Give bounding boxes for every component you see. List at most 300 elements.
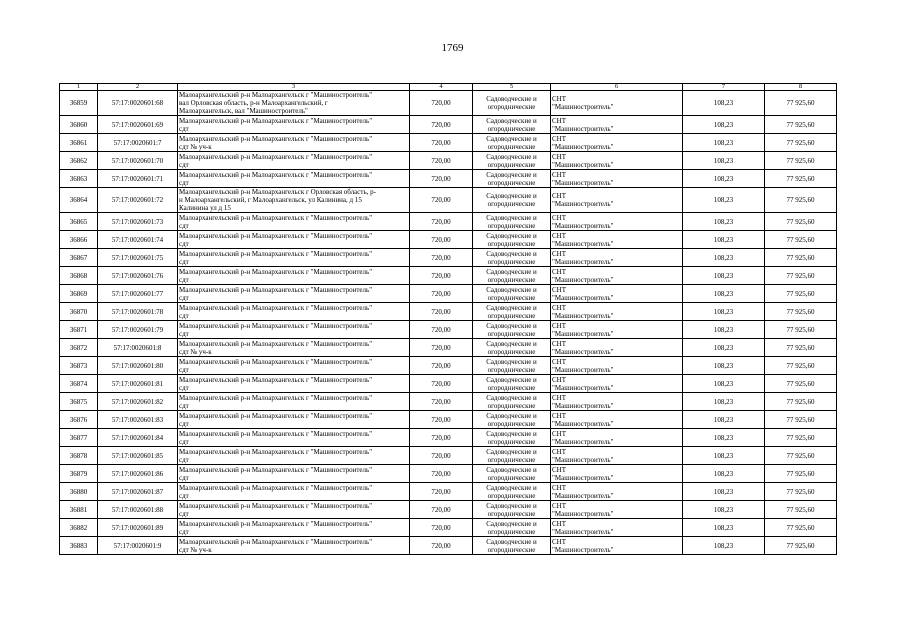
cadastral-value-cell bbox=[765, 465, 837, 483]
cadastral-value-cell bbox=[765, 339, 837, 357]
parcel-area-cell bbox=[410, 339, 473, 357]
cadastral-number: 57:17:0020601:89 bbox=[111, 523, 164, 532]
land-use-category-cell bbox=[473, 188, 551, 213]
table-row bbox=[60, 321, 837, 339]
parcel-owner-cell bbox=[551, 231, 683, 249]
land-use-category: Садоводческие и огороднические bbox=[486, 249, 537, 266]
parcel-area-cell bbox=[410, 152, 473, 170]
parcel-address: Малоархангельский р-н Малоархангельск г "Машиностроитель" сдт № уч-к bbox=[179, 537, 373, 554]
parcel-owner: СНТ "Машиностроитель" bbox=[552, 465, 614, 482]
parcel-area-cell bbox=[410, 537, 473, 555]
specific-value: 108,23 bbox=[713, 541, 734, 550]
land-use-category: Садоводческие и огороднические bbox=[486, 170, 537, 187]
cadastral-value: 77 925,60 bbox=[786, 397, 815, 406]
specific-value: 108,23 bbox=[713, 156, 734, 165]
parcel-number: 36871 bbox=[69, 325, 88, 334]
parcel-address: Малоархангельский р-н Малоархангельск г "Машиностроитель" сдт bbox=[179, 465, 373, 482]
cadastral-number: 57:17:0020601:69 bbox=[111, 120, 164, 129]
parcel-address-cell bbox=[178, 267, 410, 285]
land-use-category: Садоводческие и огороднические bbox=[486, 375, 537, 392]
cadastral-number-cell bbox=[98, 285, 178, 303]
parcel-number-cell bbox=[60, 321, 98, 339]
parcel-owner: СНТ "Машиностроитель" bbox=[552, 501, 614, 518]
table-row bbox=[60, 188, 837, 213]
parcel-number-cell bbox=[60, 501, 98, 519]
land-use-category-cell bbox=[473, 393, 551, 411]
parcel-owner-cell bbox=[551, 249, 683, 267]
parcel-number-cell bbox=[60, 411, 98, 429]
parcel-area-cell bbox=[410, 483, 473, 501]
parcel-number-cell bbox=[60, 393, 98, 411]
parcel-area: 720,00 bbox=[431, 415, 451, 424]
parcel-address-cell bbox=[178, 188, 410, 213]
specific-value-cell bbox=[683, 501, 765, 519]
specific-value: 108,23 bbox=[713, 253, 734, 262]
cadastral-number-cell bbox=[98, 339, 178, 357]
land-use-category: Садоводческие и огороднические bbox=[486, 116, 537, 133]
specific-value-cell bbox=[683, 411, 765, 429]
table-row bbox=[60, 152, 837, 170]
parcel-owner: СНТ "Машиностроитель" bbox=[552, 321, 614, 338]
cadastral-number-cell bbox=[98, 267, 178, 285]
cadastral-value-cell bbox=[765, 501, 837, 519]
parcel-number: 36882 bbox=[69, 523, 88, 532]
cadastral-value-cell bbox=[765, 483, 837, 501]
cadastral-value-cell bbox=[765, 429, 837, 447]
specific-value-cell bbox=[683, 91, 765, 116]
specific-value-cell bbox=[683, 134, 765, 152]
land-use-category-cell bbox=[473, 231, 551, 249]
parcel-owner: СНТ "Машиностроитель" bbox=[552, 95, 614, 111]
parcel-address-cell bbox=[178, 285, 410, 303]
cadastral-value: 77 925,60 bbox=[786, 487, 815, 496]
cadastral-value: 77 925,60 bbox=[786, 120, 815, 129]
parcel-owner: СНТ "Машиностроитель" bbox=[552, 303, 614, 320]
land-use-category: Садоводческие и огороднические bbox=[486, 285, 537, 302]
parcel-area-cell bbox=[410, 249, 473, 267]
specific-value: 108,23 bbox=[713, 469, 734, 478]
registry-table bbox=[59, 83, 837, 555]
land-use-category: Садоводческие и огороднические bbox=[486, 483, 537, 500]
specific-value: 108,23 bbox=[713, 451, 734, 460]
specific-value: 108,23 bbox=[713, 217, 734, 226]
parcel-area: 720,00 bbox=[431, 120, 451, 129]
parcel-area: 720,00 bbox=[431, 433, 451, 442]
parcel-area: 720,00 bbox=[431, 174, 451, 183]
parcel-area: 720,00 bbox=[431, 397, 451, 406]
cadastral-number-cell bbox=[98, 116, 178, 134]
specific-value: 108,23 bbox=[713, 433, 734, 442]
parcel-owner: СНТ "Машиностроитель" bbox=[552, 339, 614, 356]
land-use-category-cell bbox=[473, 213, 551, 231]
land-use-category: Садоводческие и огороднические bbox=[486, 321, 537, 338]
cadastral-value: 77 925,60 bbox=[786, 99, 815, 107]
specific-value-cell bbox=[683, 231, 765, 249]
cadastral-value: 77 925,60 bbox=[786, 451, 815, 460]
specific-value: 108,23 bbox=[713, 415, 734, 424]
cadastral-value: 77 925,60 bbox=[786, 325, 815, 334]
parcel-area: 720,00 bbox=[431, 451, 451, 460]
parcel-area-cell bbox=[410, 465, 473, 483]
parcel-number-cell bbox=[60, 357, 98, 375]
table-row bbox=[60, 170, 837, 188]
cadastral-number: 57:17:0020601:75 bbox=[111, 253, 164, 262]
parcel-area-cell bbox=[410, 411, 473, 429]
parcel-number-cell bbox=[60, 231, 98, 249]
parcel-owner-cell bbox=[551, 134, 683, 152]
cadastral-value: 77 925,60 bbox=[786, 253, 815, 262]
parcel-address-cell bbox=[178, 501, 410, 519]
parcel-area: 720,00 bbox=[431, 217, 451, 226]
cadastral-number: 57:17:0020601:76 bbox=[111, 271, 164, 280]
land-use-category-cell bbox=[473, 375, 551, 393]
parcel-area: 720,00 bbox=[431, 156, 451, 165]
parcel-owner-cell bbox=[551, 429, 683, 447]
parcel-area: 720,00 bbox=[431, 196, 451, 204]
column-number: 1 bbox=[60, 84, 98, 91]
specific-value-cell bbox=[683, 213, 765, 231]
cadastral-value: 77 925,60 bbox=[786, 361, 815, 370]
cadastral-value: 77 925,60 bbox=[786, 307, 815, 316]
land-use-category: Садоводческие и огороднические bbox=[486, 152, 537, 169]
cadastral-number-cell bbox=[98, 519, 178, 537]
parcel-address: Малоархангельский р-н Малоархангельск г "Машиностроитель" сдт bbox=[179, 411, 373, 428]
parcel-address: Малоархангельский р-н Малоархангельск г "Машиностроитель" сдт bbox=[179, 501, 373, 518]
specific-value: 108,23 bbox=[713, 379, 734, 388]
parcel-owner: СНТ "Машиностроитель" bbox=[552, 192, 614, 208]
column-number-row bbox=[60, 84, 837, 91]
specific-value: 108,23 bbox=[713, 196, 734, 204]
cadastral-value: 77 925,60 bbox=[786, 379, 815, 388]
cadastral-number: 57:17:0020601:82 bbox=[111, 397, 164, 406]
land-use-category-cell bbox=[473, 285, 551, 303]
cadastral-number-cell bbox=[98, 231, 178, 249]
parcel-owner: СНТ "Машиностроитель" bbox=[552, 152, 614, 169]
specific-value: 108,23 bbox=[713, 343, 734, 352]
column-number: 5 bbox=[473, 84, 551, 91]
parcel-area: 720,00 bbox=[431, 343, 451, 352]
specific-value-cell bbox=[683, 483, 765, 501]
specific-value-cell bbox=[683, 429, 765, 447]
parcel-number-cell bbox=[60, 465, 98, 483]
parcel-number: 36877 bbox=[69, 433, 88, 442]
parcel-address-cell bbox=[178, 249, 410, 267]
table-row bbox=[60, 411, 837, 429]
parcel-number: 36862 bbox=[69, 156, 88, 165]
cadastral-number: 57:17:0020601:83 bbox=[111, 415, 164, 424]
cadastral-number: 57:17:0020601:88 bbox=[111, 505, 164, 514]
parcel-area-cell bbox=[410, 231, 473, 249]
cadastral-value-cell bbox=[765, 447, 837, 465]
cadastral-number-cell bbox=[98, 213, 178, 231]
cadastral-value: 77 925,60 bbox=[786, 289, 815, 298]
parcel-number-cell bbox=[60, 116, 98, 134]
parcel-number-cell bbox=[60, 483, 98, 501]
parcel-owner-cell bbox=[551, 519, 683, 537]
parcel-owner: СНТ "Машиностроитель" bbox=[552, 519, 614, 536]
parcel-owner-cell bbox=[551, 357, 683, 375]
cadastral-number: 57:17:0020601:86 bbox=[111, 469, 164, 478]
parcel-number: 36864 bbox=[69, 196, 88, 204]
parcel-owner-cell bbox=[551, 501, 683, 519]
cadastral-value: 77 925,60 bbox=[786, 196, 815, 204]
parcel-owner: СНТ "Машиностроитель" bbox=[552, 393, 614, 410]
parcel-owner-cell bbox=[551, 339, 683, 357]
specific-value: 108,23 bbox=[713, 523, 734, 532]
cadastral-value-cell bbox=[765, 519, 837, 537]
parcel-address: Малоархангельский р-н Малоархангельск г "Машиностроитель" сдт bbox=[179, 249, 373, 266]
parcel-address: Малоархангельский р-н Малоархангельск г "Машиностроитель" сдт bbox=[179, 321, 373, 338]
column-number: 3 bbox=[178, 84, 410, 91]
specific-value-cell bbox=[683, 339, 765, 357]
parcel-number: 36876 bbox=[69, 415, 88, 424]
specific-value-cell bbox=[683, 375, 765, 393]
parcel-owner-cell bbox=[551, 188, 683, 213]
cadastral-value-cell bbox=[765, 537, 837, 555]
specific-value: 108,23 bbox=[713, 361, 734, 370]
cadastral-value-cell bbox=[765, 188, 837, 213]
parcel-owner: СНТ "Машиностроитель" bbox=[552, 447, 614, 464]
parcel-address: Малоархангельский р-н Малоархангельск г "Машиностроитель" сдт bbox=[179, 447, 373, 464]
parcel-address: Малоархангельский р-н Малоархангельск г "Машиностроитель" сдт bbox=[179, 393, 373, 410]
parcel-address-cell bbox=[178, 116, 410, 134]
parcel-area: 720,00 bbox=[431, 379, 451, 388]
specific-value-cell bbox=[683, 152, 765, 170]
cadastral-value-cell bbox=[765, 152, 837, 170]
parcel-address: Малоархангельский р-н Малоархангельск г "Машиностроитель" сдт bbox=[179, 152, 373, 169]
parcel-address: Малоархангельский р-н Малоархангельск г "Машиностроитель" сдт bbox=[179, 267, 373, 284]
parcel-address-cell bbox=[178, 393, 410, 411]
cadastral-number-cell bbox=[98, 375, 178, 393]
cadastral-number-cell bbox=[98, 483, 178, 501]
land-use-category-cell bbox=[473, 116, 551, 134]
land-use-category: Садоводческие и огороднические bbox=[486, 411, 537, 428]
parcel-owner: СНТ "Машиностроитель" bbox=[552, 134, 614, 151]
column-number: 4 bbox=[410, 84, 473, 91]
parcel-area-cell bbox=[410, 188, 473, 213]
column-number: 7 bbox=[683, 84, 765, 91]
land-use-category-cell bbox=[473, 303, 551, 321]
parcel-owner: СНТ "Машиностроитель" bbox=[552, 375, 614, 392]
parcel-address: Малоархангельский р-н Малоархангельск г "Машиностроитель" сдт bbox=[179, 116, 373, 133]
parcel-number: 36874 bbox=[69, 379, 88, 388]
specific-value-cell bbox=[683, 249, 765, 267]
specific-value-cell bbox=[683, 357, 765, 375]
parcel-address-cell bbox=[178, 537, 410, 555]
parcel-owner: СНТ "Машиностроитель" bbox=[552, 429, 614, 446]
land-use-category-cell bbox=[473, 267, 551, 285]
table-row bbox=[60, 339, 837, 357]
parcel-number-cell bbox=[60, 267, 98, 285]
parcel-number-cell bbox=[60, 134, 98, 152]
cadastral-value-cell bbox=[765, 231, 837, 249]
parcel-address-cell bbox=[178, 134, 410, 152]
parcel-address-cell bbox=[178, 231, 410, 249]
parcel-address: Малоархангельский р-н Малоархангельск г "Машиностроитель" сдт bbox=[179, 285, 373, 302]
parcel-address-cell bbox=[178, 91, 410, 116]
column-number: 6 bbox=[551, 84, 683, 91]
column-number: 8 bbox=[765, 84, 837, 91]
specific-value: 108,23 bbox=[713, 138, 734, 147]
parcel-number: 36872 bbox=[69, 343, 88, 352]
parcel-number-cell bbox=[60, 188, 98, 213]
parcel-owner-cell bbox=[551, 321, 683, 339]
parcel-number: 36860 bbox=[69, 120, 88, 129]
land-use-category-cell bbox=[473, 501, 551, 519]
table-row bbox=[60, 447, 837, 465]
land-use-category-cell bbox=[473, 134, 551, 152]
parcel-area-cell bbox=[410, 447, 473, 465]
specific-value-cell bbox=[683, 447, 765, 465]
parcel-number-cell bbox=[60, 285, 98, 303]
land-use-category: Садоводческие и огороднические bbox=[486, 134, 537, 151]
table-row bbox=[60, 357, 837, 375]
land-use-category-cell bbox=[473, 91, 551, 116]
table-row bbox=[60, 537, 837, 555]
parcel-number-cell bbox=[60, 429, 98, 447]
land-use-category-cell bbox=[473, 465, 551, 483]
parcel-number: 36863 bbox=[69, 174, 88, 183]
parcel-number: 36878 bbox=[69, 451, 88, 460]
parcel-number-cell bbox=[60, 339, 98, 357]
cadastral-number: 57:17:0020601:85 bbox=[111, 451, 164, 460]
parcel-number-cell bbox=[60, 91, 98, 116]
specific-value: 108,23 bbox=[713, 307, 734, 316]
parcel-address: Малоархангельский р-н Малоархангельск г "Машиностроитель" сдт bbox=[179, 429, 373, 446]
specific-value-cell bbox=[683, 188, 765, 213]
parcel-area-cell bbox=[410, 321, 473, 339]
land-use-category-cell bbox=[473, 483, 551, 501]
parcel-area-cell bbox=[410, 170, 473, 188]
specific-value: 108,23 bbox=[713, 99, 734, 107]
specific-value: 108,23 bbox=[713, 289, 734, 298]
parcel-number: 36868 bbox=[69, 271, 88, 280]
parcel-owner-cell bbox=[551, 213, 683, 231]
parcel-address: Малоархангельский р-н Малоархангельск г "Машиностроитель" сдт bbox=[179, 483, 373, 500]
parcel-address-cell bbox=[178, 483, 410, 501]
specific-value-cell bbox=[683, 393, 765, 411]
land-use-category: Садоводческие и огороднические bbox=[486, 519, 537, 536]
table-row bbox=[60, 91, 837, 116]
parcel-number-cell bbox=[60, 152, 98, 170]
land-use-category-cell bbox=[473, 357, 551, 375]
parcel-number: 36870 bbox=[69, 307, 88, 316]
cadastral-value: 77 925,60 bbox=[786, 433, 815, 442]
parcel-owner-cell bbox=[551, 465, 683, 483]
land-use-category-cell bbox=[473, 249, 551, 267]
parcel-area-cell bbox=[410, 393, 473, 411]
parcel-address: Малоархангельский р-н Малоархангельск г "Машиностроитель" сдт bbox=[179, 231, 373, 248]
cadastral-number: 57:17:0020601:80 bbox=[111, 361, 164, 370]
specific-value-cell bbox=[683, 465, 765, 483]
parcel-area-cell bbox=[410, 267, 473, 285]
table-row bbox=[60, 249, 837, 267]
land-use-category-cell bbox=[473, 411, 551, 429]
specific-value-cell bbox=[683, 170, 765, 188]
parcel-area: 720,00 bbox=[431, 99, 451, 107]
cadastral-value-cell bbox=[765, 393, 837, 411]
cadastral-number-cell bbox=[98, 465, 178, 483]
parcel-owner: СНТ "Машиностроитель" bbox=[552, 285, 614, 302]
parcel-address: Малоархангельский р-н Малоархангельск г "Машиностроитель" сдт bbox=[179, 170, 373, 187]
parcel-owner: СНТ "Машиностроитель" bbox=[552, 267, 614, 284]
cadastral-value-cell bbox=[765, 357, 837, 375]
table-row bbox=[60, 213, 837, 231]
parcel-owner-cell bbox=[551, 285, 683, 303]
specific-value-cell bbox=[683, 321, 765, 339]
cadastral-number: 57:17:0020601:87 bbox=[111, 487, 164, 496]
specific-value-cell bbox=[683, 537, 765, 555]
cadastral-value-cell bbox=[765, 116, 837, 134]
specific-value-cell bbox=[683, 285, 765, 303]
table-row bbox=[60, 501, 837, 519]
parcel-area-cell bbox=[410, 519, 473, 537]
cadastral-number: 57:17:0020601:81 bbox=[111, 379, 164, 388]
parcel-address-cell bbox=[178, 170, 410, 188]
cadastral-number: 57:17:0020601:74 bbox=[111, 235, 164, 244]
parcel-area: 720,00 bbox=[431, 469, 451, 478]
cadastral-value: 77 925,60 bbox=[786, 174, 815, 183]
cadastral-number-cell bbox=[98, 249, 178, 267]
land-use-category-cell bbox=[473, 321, 551, 339]
land-use-category: Садоводческие и огороднические bbox=[486, 267, 537, 284]
table-row bbox=[60, 285, 837, 303]
parcel-number-cell bbox=[60, 170, 98, 188]
parcel-number-cell bbox=[60, 537, 98, 555]
table-row bbox=[60, 267, 837, 285]
parcel-owner-cell bbox=[551, 375, 683, 393]
specific-value: 108,23 bbox=[713, 487, 734, 496]
parcel-address: Малоархангельский р-н Малоархангельск г "Машиностроитель" сдт bbox=[179, 357, 373, 374]
parcel-area-cell bbox=[410, 375, 473, 393]
parcel-area: 720,00 bbox=[431, 361, 451, 370]
parcel-number: 36869 bbox=[69, 289, 88, 298]
parcel-area: 720,00 bbox=[431, 541, 451, 550]
parcel-owner-cell bbox=[551, 393, 683, 411]
parcel-address: Малоархангельский р-н Малоархангельск г "Машиностроитель" вал Орловская область, р-н Малоархангельский, г Малоархангельск, вал "Машиностроитель" bbox=[179, 91, 373, 115]
parcel-area: 720,00 bbox=[431, 505, 451, 514]
parcel-area: 720,00 bbox=[431, 307, 451, 316]
table-row bbox=[60, 134, 837, 152]
parcel-address-cell bbox=[178, 411, 410, 429]
cadastral-value-cell bbox=[765, 91, 837, 116]
land-use-category: Садоводческие и огороднические bbox=[486, 393, 537, 410]
column-number: 2 bbox=[98, 84, 178, 91]
parcel-number: 36865 bbox=[69, 217, 88, 226]
table-row bbox=[60, 375, 837, 393]
cadastral-value: 77 925,60 bbox=[786, 469, 815, 478]
parcel-address-cell bbox=[178, 357, 410, 375]
cadastral-number-cell bbox=[98, 537, 178, 555]
land-use-category: Садоводческие и огороднические bbox=[486, 465, 537, 482]
cadastral-value: 77 925,60 bbox=[786, 138, 815, 147]
parcel-number-cell bbox=[60, 213, 98, 231]
cadastral-number-cell bbox=[98, 447, 178, 465]
specific-value-cell bbox=[683, 519, 765, 537]
parcel-address-cell bbox=[178, 303, 410, 321]
cadastral-value-cell bbox=[765, 213, 837, 231]
parcel-area: 720,00 bbox=[431, 253, 451, 262]
parcel-number: 36881 bbox=[69, 505, 88, 514]
parcel-address-cell bbox=[178, 152, 410, 170]
parcel-owner: СНТ "Машиностроитель" bbox=[552, 213, 614, 230]
parcel-address-cell bbox=[178, 465, 410, 483]
cadastral-number: 57:17:0020601:70 bbox=[111, 156, 164, 165]
land-use-category: Садоводческие и огороднические bbox=[486, 339, 537, 356]
parcel-owner: СНТ "Машиностроитель" bbox=[552, 231, 614, 248]
parcel-number-cell bbox=[60, 447, 98, 465]
page-number: 1769 bbox=[441, 42, 464, 54]
